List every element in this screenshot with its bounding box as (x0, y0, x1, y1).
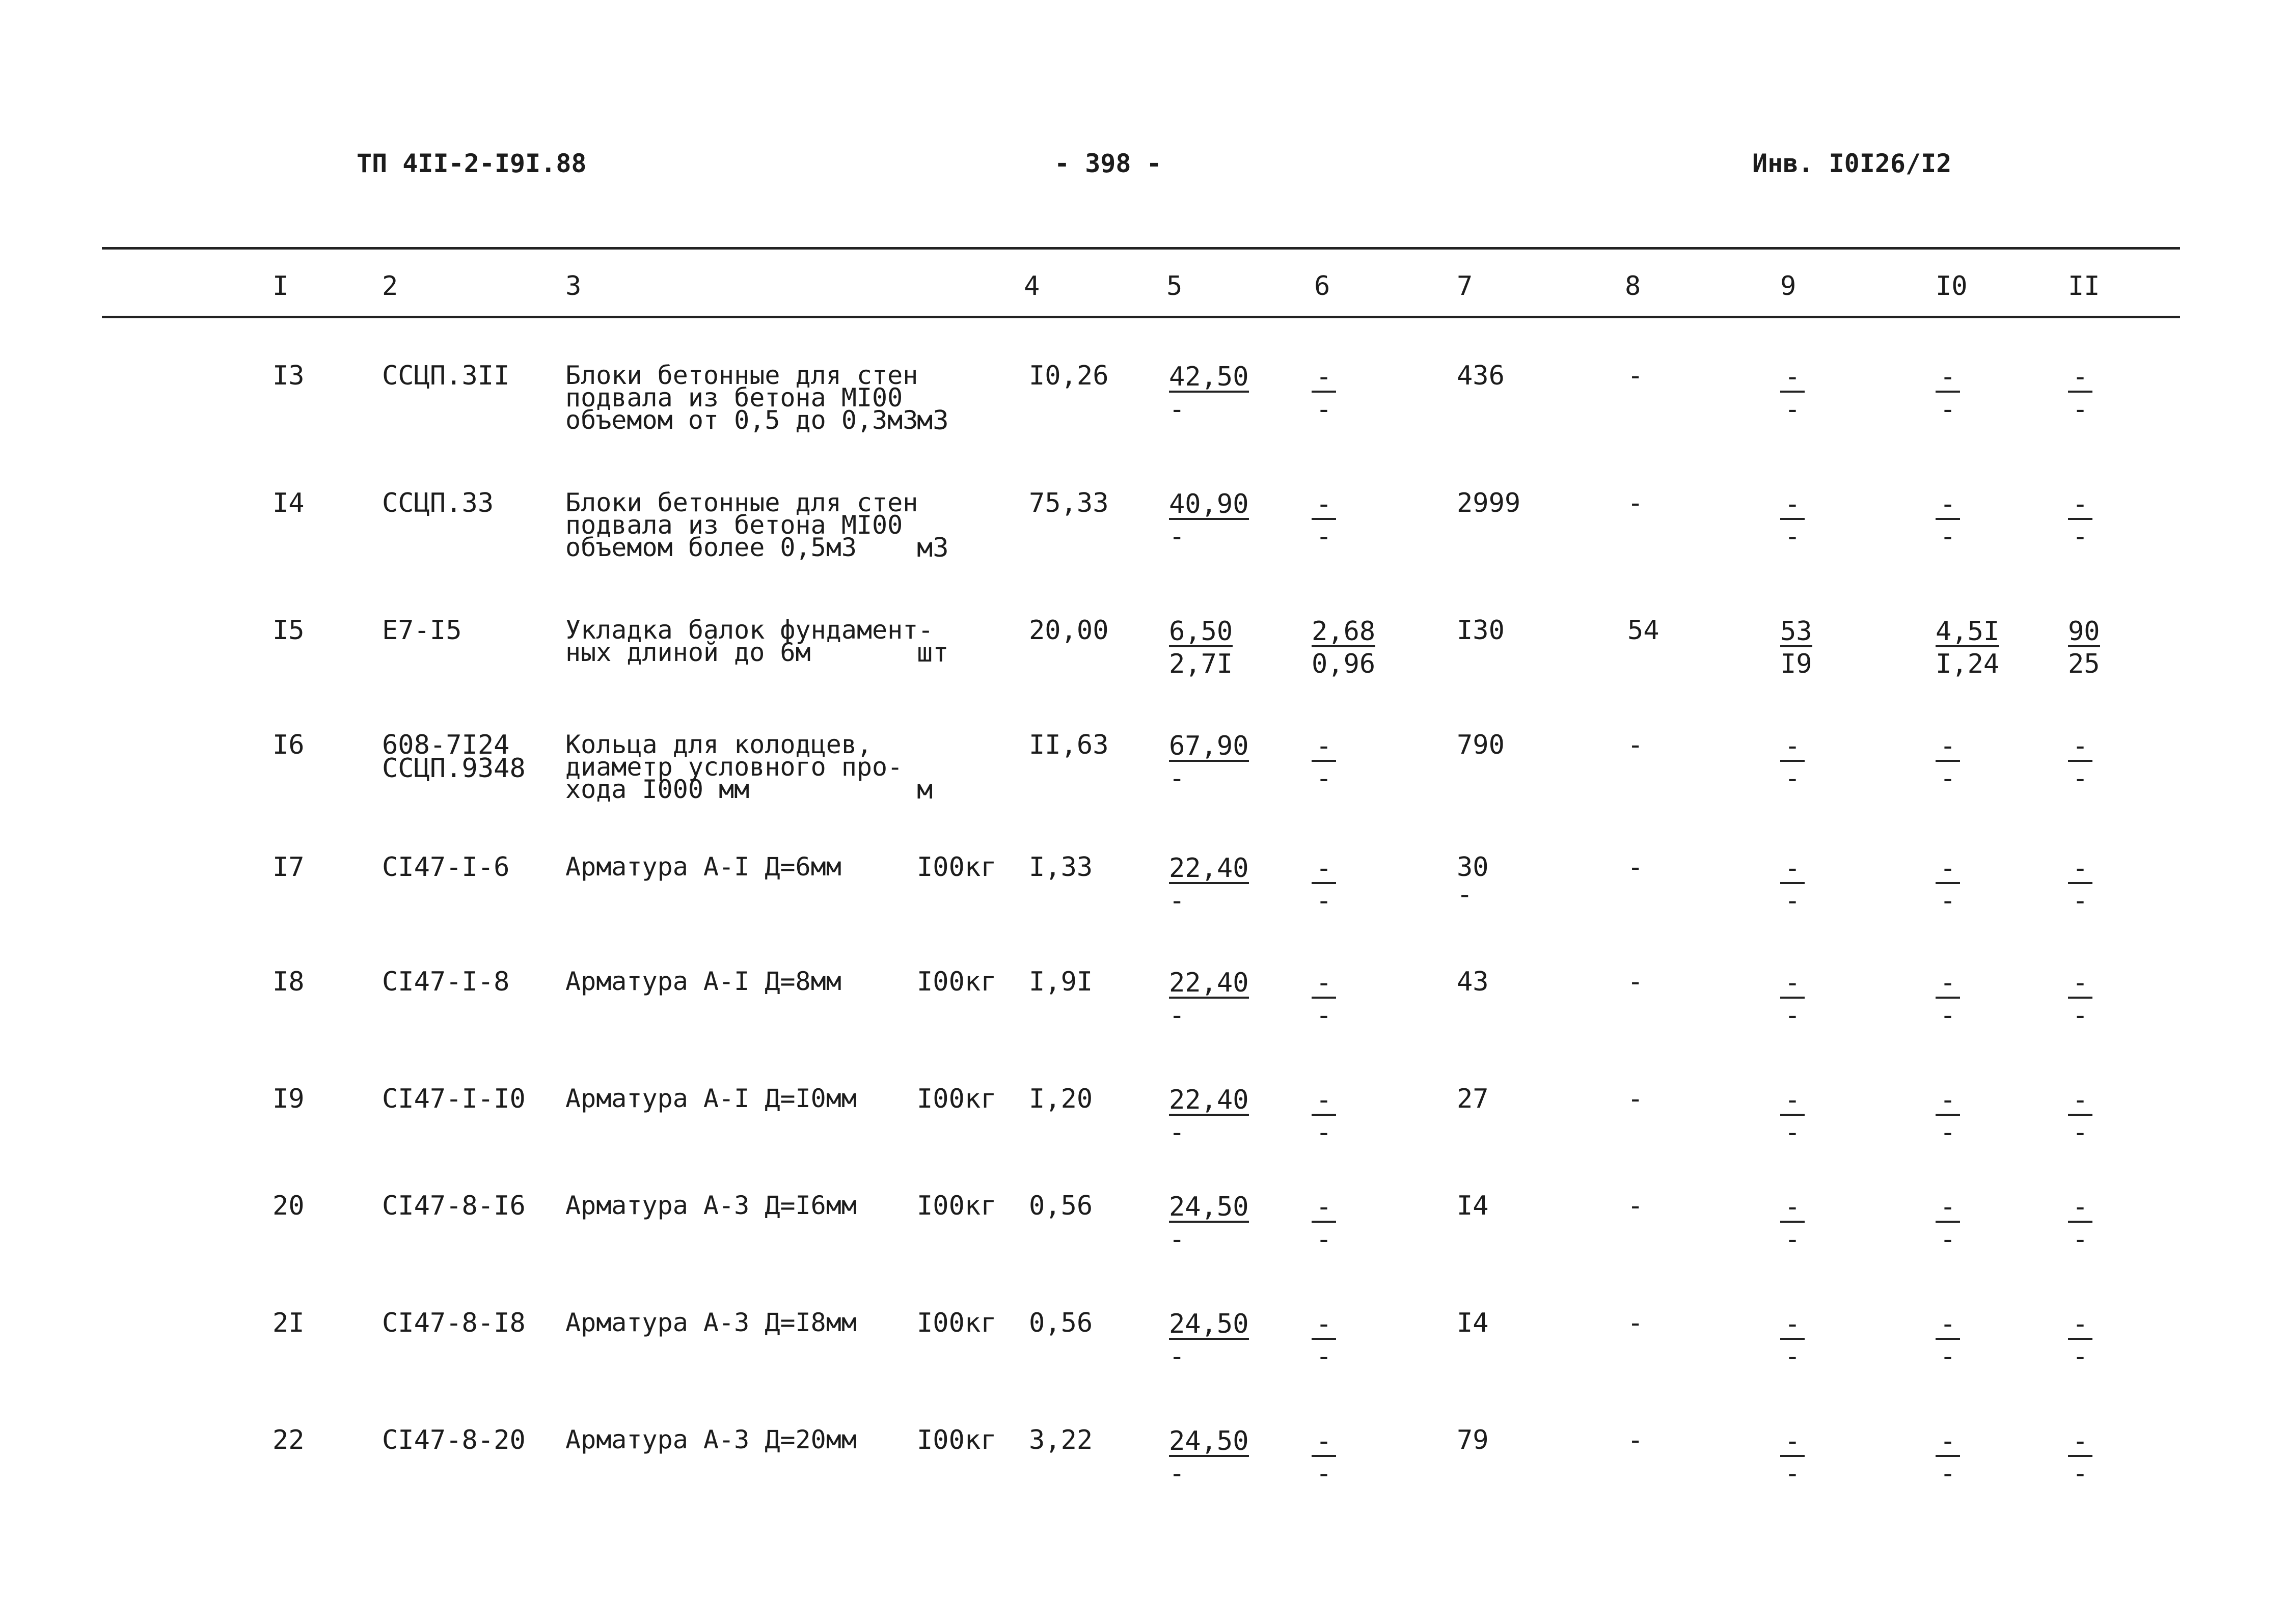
fraction-numerator: - (1936, 970, 1960, 999)
fraction-denominator: - (1940, 1000, 1956, 1031)
code-line: СI47-I-I0 (382, 1084, 526, 1114)
fraction-cell-c6 (1312, 968, 1336, 1031)
row-number: I3 (273, 361, 305, 391)
column-8-cell: 54 (1627, 615, 1659, 646)
description-line: диаметр условного про- (565, 752, 903, 782)
row-number: 22 (273, 1425, 305, 1455)
fraction-cell-c11 (2068, 968, 2092, 1031)
fraction-numerator: 22,40 (1169, 1085, 1249, 1115)
fraction-cell-c10 (1936, 1192, 1960, 1255)
fraction-denominator: - (2072, 1117, 2088, 1148)
fraction-denominator: - (1316, 1117, 1332, 1148)
unit-cell: I00кг (917, 967, 997, 997)
fraction-cell-c10 (1936, 1428, 1960, 1487)
column-number: 8 (1625, 271, 1641, 301)
inventory-number: Инв. I0I26/I2 (1752, 149, 1952, 178)
fraction-numerator: - (1312, 733, 1336, 762)
fraction-denominator: - (1316, 1000, 1332, 1031)
description-cell (565, 488, 918, 562)
fraction-cell-c5 (1169, 853, 1249, 916)
code-line: СI47-8-I8 (382, 1308, 526, 1338)
fraction-cell-c9 (1780, 489, 1805, 552)
fraction-numerator: - (1312, 1311, 1336, 1340)
fraction-denominator: - (1169, 521, 1185, 552)
fraction-numerator: - (1312, 364, 1336, 393)
column-7-cell (1457, 730, 1505, 761)
column-7-line: 2999 (1457, 488, 1521, 518)
fraction-cell-c9 (1780, 1085, 1805, 1148)
fraction-numerator: 42,50 (1169, 362, 1249, 392)
column-8-cell: - (1627, 1308, 1644, 1338)
fraction-numerator: 40,90 (1169, 489, 1249, 519)
column-7-line: I30 (1457, 615, 1505, 646)
fraction-cell-c5 (1169, 1192, 1249, 1255)
fraction-cell-c6 (1312, 1192, 1336, 1255)
table-row (0, 1191, 2286, 1311)
quantity-cell: 75,33 (1029, 488, 1109, 518)
column-7-cell (1457, 1191, 1489, 1222)
column-number: I (273, 271, 289, 301)
fraction-numerator: - (1780, 1194, 1805, 1223)
fraction-cell-c5 (1169, 968, 1249, 1031)
fraction-denominator: - (2072, 886, 2088, 916)
fraction-denominator: - (1784, 1224, 1801, 1255)
row-number: I4 (273, 488, 305, 518)
fraction-denominator: - (1940, 1117, 1956, 1148)
fraction-cell-c9 (1780, 1428, 1805, 1487)
column-number: 2 (382, 271, 398, 301)
fraction-cell-c9 (1780, 731, 1805, 794)
fraction-denominator: - (1316, 521, 1332, 552)
fraction-cell-c5 (1169, 362, 1249, 425)
fraction-denominator: - (1316, 886, 1332, 916)
fraction-denominator: - (1784, 1341, 1801, 1372)
table-top-rule (102, 247, 2180, 250)
fraction-denominator: - (1169, 1224, 1185, 1255)
fraction-numerator: - (2068, 856, 2092, 884)
fraction-cell-c6 (1312, 731, 1336, 794)
column-7-line: I4 (1457, 1191, 1489, 1221)
fraction-cell-c5 (1169, 731, 1249, 794)
fraction-numerator: - (1936, 1194, 1960, 1223)
code-line: ССЦП.9348 (382, 753, 526, 784)
description-line: Арматура А-I Д=6мм (565, 852, 841, 882)
fraction-denominator: - (1316, 763, 1332, 794)
row-number: I8 (273, 967, 305, 997)
fraction-denominator: - (1784, 521, 1801, 552)
fraction-numerator: - (1312, 856, 1336, 884)
description-line: Арматура А-I Д=I0мм (565, 1084, 857, 1113)
fraction-cell-c9 (1780, 853, 1805, 916)
column-8-cell: - (1627, 488, 1644, 518)
column-8-cell: - (1627, 852, 1644, 883)
table-header-rule (102, 316, 2180, 318)
table-row (0, 361, 2286, 481)
doc-code: ТП 4II-2-I9I.88 (357, 149, 587, 178)
code-cell (382, 730, 526, 784)
fraction-cell-c10 (1936, 1085, 1960, 1148)
fraction-numerator: - (1312, 491, 1336, 520)
unit-cell: шт (917, 638, 949, 668)
column-7-line: 79 (1457, 1425, 1489, 1455)
quantity-cell: 20,00 (1029, 615, 1109, 646)
fraction-cell-c6 (1312, 1085, 1336, 1148)
column-number: 3 (565, 271, 582, 301)
code-cell (382, 1084, 526, 1114)
row-number: I5 (273, 615, 305, 646)
fraction-cell-c10 (1936, 968, 1960, 1031)
description-cell (565, 1308, 857, 1337)
fraction-numerator: 24,50 (1169, 1426, 1249, 1456)
table-row (0, 488, 2286, 609)
code-line: СI47-I-8 (382, 967, 510, 997)
fraction-cell-c10 (1936, 489, 1960, 552)
description-line: Арматура А-3 Д=I8мм (565, 1308, 857, 1337)
fraction-denominator: - (1784, 394, 1801, 425)
description-cell (565, 967, 841, 996)
fraction-denominator: - (1169, 763, 1185, 794)
column-number: 9 (1780, 271, 1797, 301)
fraction-denominator: I,24 (1936, 649, 2000, 679)
fraction-numerator: - (2068, 970, 2092, 999)
fraction-denominator: - (2072, 763, 2088, 794)
unit-cell: I00кг (917, 1191, 997, 1221)
description-cell (565, 361, 918, 435)
code-cell (382, 1191, 526, 1221)
row-number: 20 (273, 1191, 305, 1221)
fraction-denominator: - (2072, 394, 2088, 425)
code-line: Е7-I5 (382, 615, 462, 646)
quantity-cell: 0,56 (1029, 1191, 1093, 1221)
fraction-denominator: - (1169, 1000, 1185, 1031)
description-cell (565, 730, 903, 804)
description-cell (565, 852, 841, 882)
fraction-cell-c6 (1312, 853, 1336, 916)
fraction-cell-c9 (1780, 968, 1805, 1031)
fraction-cell-c5 (1169, 616, 1233, 679)
fraction-cell-c10 (1936, 731, 1960, 794)
quantity-cell: I,20 (1029, 1084, 1093, 1114)
column-number: 7 (1457, 271, 1473, 301)
unit-cell: I00кг (917, 852, 997, 883)
fraction-denominator: - (1316, 1458, 1332, 1489)
fraction-numerator: - (1780, 1087, 1805, 1116)
column-7-line: 27 (1457, 1084, 1489, 1114)
fraction-numerator: - (1312, 1087, 1336, 1116)
fraction-denominator: - (1316, 1224, 1332, 1255)
column-8-cell: - (1627, 967, 1644, 997)
fraction-cell-c9 (1780, 1192, 1805, 1255)
fraction-numerator: - (1936, 364, 1960, 393)
fraction-denominator: - (1169, 1117, 1185, 1148)
column-7-line: I4 (1457, 1308, 1489, 1338)
code-line: СI47-8-I6 (382, 1191, 526, 1221)
fraction-numerator: 2,68 (1312, 616, 1376, 647)
column-8-cell: - (1627, 1084, 1644, 1114)
fraction-numerator: 4,5I (1936, 616, 2000, 647)
fraction-denominator: - (1940, 521, 1956, 552)
table-row (0, 967, 2286, 1087)
fraction-numerator: - (1936, 1428, 1960, 1457)
row-number: I6 (273, 730, 305, 760)
table-row (0, 1308, 2286, 1428)
fraction-cell-c9 (1780, 1309, 1805, 1372)
fraction-denominator: - (2072, 1341, 2088, 1372)
fraction-numerator: 6,50 (1169, 616, 1233, 647)
code-line: ССЦП.3II (382, 361, 510, 391)
description-cell (565, 1084, 857, 1113)
column-7-cell (1457, 852, 1489, 911)
fraction-cell-c11 (2068, 1192, 2092, 1255)
column-number: I0 (1936, 271, 1968, 301)
fraction-cell-c5 (1169, 1428, 1249, 1487)
column-7-cell (1457, 1308, 1489, 1339)
unit-cell: I00кг (917, 1084, 997, 1114)
column-8-cell: - (1627, 730, 1644, 760)
row-number: I7 (273, 852, 305, 883)
fraction-denominator: - (2072, 521, 2088, 552)
fraction-denominator: - (1169, 394, 1185, 425)
fraction-denominator: - (1940, 763, 1956, 794)
fraction-denominator: - (2072, 1458, 2088, 1489)
code-line: СI47-I-6 (382, 852, 510, 883)
fraction-numerator: - (1780, 1428, 1805, 1457)
code-cell (382, 1308, 526, 1338)
code-cell (382, 967, 510, 997)
column-8-cell: - (1627, 1425, 1644, 1455)
fraction-denominator: - (1169, 886, 1185, 916)
fraction-cell-c6 (1312, 362, 1336, 425)
fraction-cell-c11 (2068, 362, 2092, 425)
fraction-cell-c6 (1312, 1428, 1336, 1487)
fraction-denominator: 25 (2068, 649, 2100, 679)
fraction-numerator: - (2068, 491, 2092, 520)
row-number: 2I (273, 1308, 305, 1338)
fraction-denominator: 2,7I (1169, 649, 1233, 679)
description-line: Арматура А-3 Д=I6мм (565, 1191, 857, 1220)
fraction-denominator: - (1169, 1341, 1185, 1372)
column-7-cell (1457, 1084, 1489, 1115)
column-8-cell: - (1627, 361, 1644, 391)
fraction-denominator: - (1940, 1458, 1956, 1489)
column-number: II (2068, 271, 2100, 301)
fraction-denominator: - (1316, 394, 1332, 425)
column-7-line: 790 (1457, 730, 1505, 760)
description-line: Кольца для колодцев, (565, 730, 873, 759)
code-cell (382, 361, 510, 391)
fraction-cell-c11 (2068, 1428, 2092, 1487)
code-line: ССЦП.33 (382, 488, 494, 518)
column-7-line: - (1457, 879, 1473, 910)
fraction-cell-c11 (2068, 731, 2092, 794)
column-7-cell (1457, 1425, 1489, 1456)
description-line: Укладка балок фундамент- (565, 615, 934, 645)
code-cell (382, 852, 510, 883)
fraction-numerator: - (1780, 1311, 1805, 1340)
fraction-cell-c11 (2068, 1085, 2092, 1148)
fraction-numerator: - (1780, 856, 1805, 884)
description-line: подвала из бетона МI00 (565, 383, 903, 412)
code-line: 608-7I24 (382, 730, 510, 760)
column-number: 4 (1024, 271, 1040, 301)
fraction-numerator: - (1936, 491, 1960, 520)
quantity-cell: I,9I (1029, 967, 1093, 997)
code-line: СI47-8-20 (382, 1425, 526, 1455)
fraction-cell-c10 (1936, 616, 2000, 679)
fraction-cell-c10 (1936, 362, 1960, 425)
fraction-numerator: - (1936, 1087, 1960, 1116)
fraction-numerator: - (2068, 1311, 2092, 1340)
table-row (0, 1084, 2286, 1204)
description-line: Арматура А-I Д=8мм (565, 967, 841, 996)
fraction-cell-c9 (1780, 616, 1812, 679)
table-row (0, 852, 2286, 973)
fraction-denominator: - (2072, 1224, 2088, 1255)
fraction-cell-c11 (2068, 489, 2092, 552)
column-7-cell (1457, 361, 1505, 392)
fraction-numerator: - (1780, 733, 1805, 762)
fraction-denominator: - (1784, 1000, 1801, 1031)
description-line: ных длиной до 6м (565, 638, 811, 667)
fraction-numerator: - (1936, 1311, 1960, 1340)
fraction-numerator: - (1312, 970, 1336, 999)
column-number: 5 (1166, 271, 1183, 301)
fraction-cell-c5 (1169, 1309, 1249, 1372)
quantity-cell: I0,26 (1029, 361, 1109, 391)
description-line: хода I000 мм (565, 775, 750, 804)
fraction-denominator: - (1940, 1224, 1956, 1255)
fraction-numerator: - (1312, 1428, 1336, 1457)
fraction-cell-c11 (2068, 853, 2092, 916)
code-cell (382, 488, 494, 518)
fraction-numerator: 67,90 (1169, 731, 1249, 761)
fraction-numerator: - (2068, 1428, 2092, 1457)
quantity-cell: II,63 (1029, 730, 1109, 760)
fraction-numerator: 22,40 (1169, 853, 1249, 884)
fraction-cell-c11 (2068, 1309, 2092, 1372)
fraction-cell-c5 (1169, 489, 1249, 552)
table-row (0, 730, 2286, 850)
fraction-numerator: - (2068, 1194, 2092, 1223)
fraction-numerator: - (1312, 1194, 1336, 1223)
row-number: I9 (273, 1084, 305, 1114)
table-row (0, 1425, 2286, 1546)
description-cell (565, 1191, 857, 1220)
fraction-cell-c6 (1312, 1309, 1336, 1372)
fraction-denominator: - (1169, 1458, 1185, 1489)
fraction-cell-c9 (1780, 362, 1805, 425)
description-line: подвала из бетона МI00 (565, 510, 903, 540)
fraction-numerator: - (2068, 733, 2092, 762)
fraction-cell-c10 (1936, 1309, 1960, 1372)
quantity-cell: I,33 (1029, 852, 1093, 883)
column-7-line: 30 (1457, 852, 1489, 883)
fraction-numerator: - (2068, 1087, 2092, 1116)
unit-cell: I00кг (917, 1425, 997, 1455)
column-number: 6 (1314, 271, 1330, 301)
fraction-numerator: - (1780, 491, 1805, 520)
column-8-cell: - (1627, 1191, 1644, 1221)
column-7-line: 436 (1457, 361, 1505, 391)
column-7-cell (1457, 488, 1521, 519)
fraction-denominator: - (2072, 1000, 2088, 1031)
fraction-denominator: - (1784, 1117, 1801, 1148)
column-7-cell (1457, 967, 1489, 998)
quantity-cell: 3,22 (1029, 1425, 1093, 1455)
fraction-denominator: 0,96 (1312, 649, 1376, 679)
fraction-numerator: 90 (2068, 616, 2100, 647)
fraction-cell-c5 (1169, 1085, 1249, 1148)
fraction-denominator: - (1940, 1341, 1956, 1372)
unit-cell: I00кг (917, 1308, 997, 1338)
fraction-denominator: - (1316, 1341, 1332, 1372)
fraction-numerator: - (2068, 364, 2092, 393)
description-line: объемом от 0,5 до 0,3м3 (565, 405, 918, 435)
unit-cell: м3 (917, 405, 949, 436)
fraction-denominator: - (1940, 886, 1956, 916)
fraction-numerator: - (1936, 733, 1960, 762)
fraction-cell-c6 (1312, 616, 1376, 679)
description-line: Блоки бетонные для стен (565, 488, 918, 517)
quantity-cell: 0,56 (1029, 1308, 1093, 1338)
description-line: объемом более 0,5м3 (565, 533, 857, 562)
fraction-numerator: 53 (1780, 616, 1812, 647)
fraction-denominator: - (1940, 394, 1956, 425)
fraction-cell-c10 (1936, 853, 1960, 916)
fraction-numerator: - (1936, 856, 1960, 884)
fraction-cell-c6 (1312, 489, 1336, 552)
fraction-numerator: 22,40 (1169, 968, 1249, 998)
description-line: Блоки бетонные для стен (565, 361, 918, 390)
fraction-numerator: - (1780, 970, 1805, 999)
unit-cell: м (917, 775, 933, 805)
fraction-numerator: 24,50 (1169, 1309, 1249, 1339)
code-cell (382, 1425, 526, 1455)
description-cell (565, 1425, 857, 1454)
page-number: - 398 - (1054, 149, 1162, 178)
description-line: Арматура А-3 Д=20мм (565, 1425, 857, 1454)
code-cell (382, 615, 462, 646)
fraction-cell-c11 (2068, 616, 2100, 679)
fraction-denominator: I9 (1780, 649, 1812, 679)
fraction-numerator: 24,50 (1169, 1192, 1249, 1222)
fraction-numerator: - (1780, 364, 1805, 393)
table-row (0, 615, 2286, 736)
column-7-cell (1457, 615, 1505, 646)
column-7-line: 43 (1457, 967, 1489, 997)
unit-cell: м3 (917, 533, 949, 563)
fraction-denominator: - (1784, 763, 1801, 794)
fraction-denominator: - (1784, 886, 1801, 916)
fraction-denominator: - (1784, 1458, 1801, 1489)
